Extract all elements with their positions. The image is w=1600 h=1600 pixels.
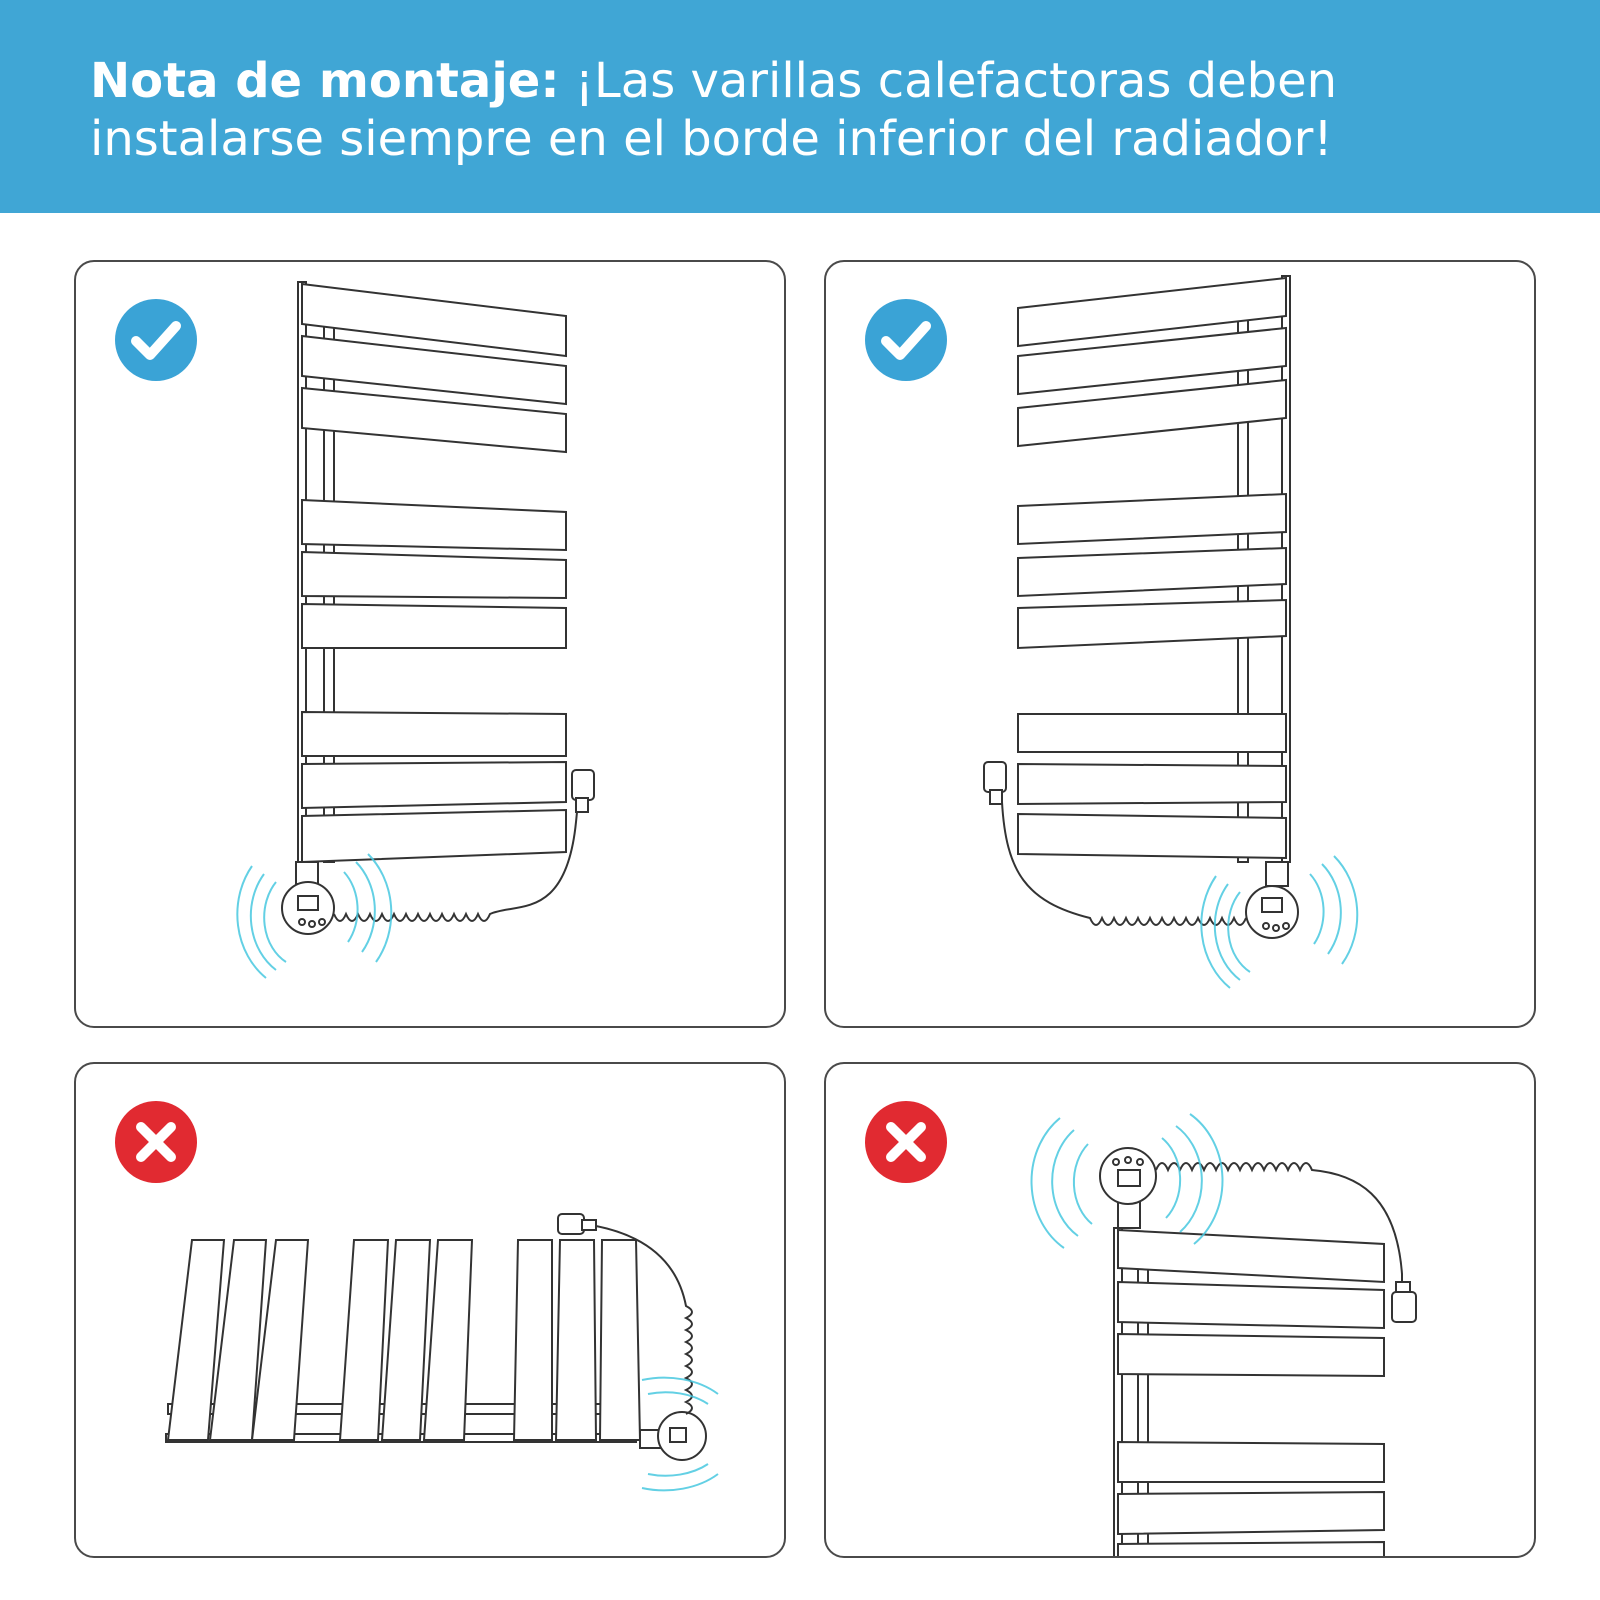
panel-wrong-top [824, 1062, 1536, 1558]
header-title-rest: ¡Las varillas calefactoras deben instalarse siempre en el borde inferior del radiador! [90, 53, 1338, 167]
panel-correct-bottom-right [824, 260, 1536, 1028]
heating-rod [1246, 862, 1298, 938]
power-plug [572, 770, 594, 812]
panel-wrong-horizontal [74, 1062, 786, 1558]
radiator-illustration [76, 1064, 786, 1558]
radiator-panel-group [1118, 1230, 1384, 1558]
header-title-strong: Nota de montaje: [90, 53, 560, 109]
power-plug [1392, 1282, 1416, 1322]
radiator-panel-group [302, 284, 566, 862]
radiator-illustration [826, 262, 1536, 1028]
header-banner [0, 0, 1600, 213]
radiator-panel-group [168, 1240, 640, 1440]
radiator-panel-group [1018, 278, 1286, 858]
heating-rod [282, 862, 334, 934]
panel-correct-bottom-left [74, 260, 786, 1028]
power-plug [558, 1214, 596, 1234]
radiator-illustration [76, 262, 786, 1028]
heating-rod [1100, 1148, 1156, 1228]
heating-rod [640, 1412, 706, 1460]
power-plug [984, 762, 1006, 804]
radiator-illustration [826, 1064, 1536, 1558]
